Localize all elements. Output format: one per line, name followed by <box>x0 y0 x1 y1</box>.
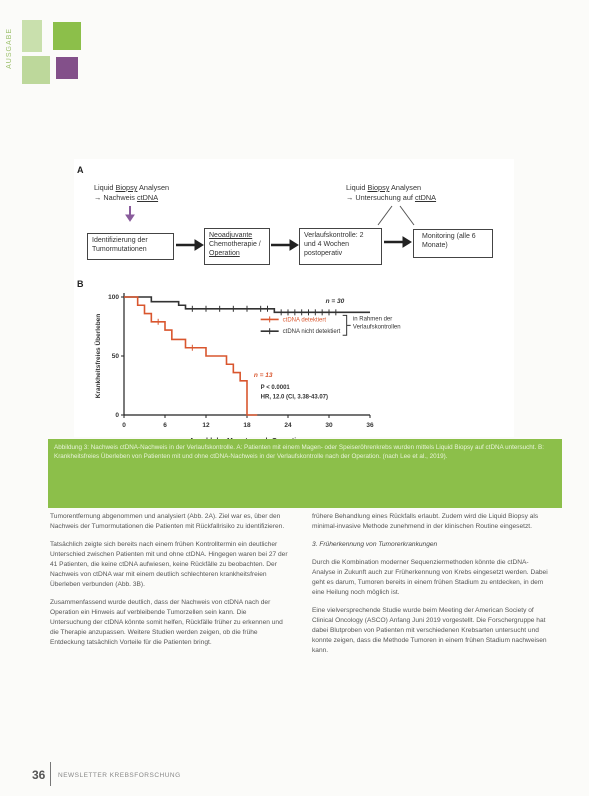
flow-arrow-2 <box>271 240 298 250</box>
left-top-line1: Liquid Biopsy Analysen <box>94 183 170 192</box>
header-square-green <box>53 22 81 50</box>
right-paragraph-3: Eine vielversprechende Studie wurde beim Meeting der American Society of Clinical Oncology (ASCO) Anfang Juni 2019 vorgestellt. Die Forschergruppe hat dabei Blutproben von Patienten mit verschiedenen Krebsarten untersucht und konnte zeigen, dass die Methode Tumoren in einem frühen Stadium nachweisen kann. <box>312 607 547 654</box>
x-tick-label: 24 <box>284 422 292 429</box>
header-square-light-2 <box>22 56 50 84</box>
n-red-label: n = 13 <box>253 372 273 380</box>
right-section-heading: 3. Früherkennung von Tumorerkrankungen <box>312 541 438 548</box>
x-tick-label: 12 <box>202 422 210 429</box>
down-arrows-right <box>378 206 414 225</box>
flow-arrow-1 <box>176 240 203 250</box>
box-monitoring: Monitoring (alle 6 Monate) <box>413 229 493 258</box>
page-number: 36 <box>32 768 46 782</box>
bracket-label-line1: in Rahmen der <box>352 316 393 323</box>
right-paragraph-2: Durch die Kombination moderner Sequenziermethoden könnte die ctDNA-Analyse in Zukunft auch zur Früherkennung von Krebs eingesetzt werden. Dabei geht es darum, Tumoren bereits in einem frühen Stadium zu entdecken, in dem eine Heilung noch möglich ist. <box>312 559 548 596</box>
right-paragraph-1: frühere Behandlung eines Rückfalls erlaubt. Zudem wird die Liquid Biopsy als minimal-invasive Methode zunehmend in der klinischen Routine eingesetzt. <box>312 513 539 530</box>
legend-label-red: ctDNA detektiert <box>282 317 327 324</box>
right-top-line1: Liquid Biopsy Analysen <box>346 183 422 192</box>
right-top-line2: → Untersuchung auf ctDNA <box>346 193 437 202</box>
p-value-label: P < 0.0001 <box>260 385 290 392</box>
right-column <box>312 512 550 664</box>
left-column <box>50 512 288 656</box>
footer-divider <box>50 762 51 786</box>
box-identifizierung: Identifizierung der Tumormutationen <box>87 233 174 260</box>
kaplan-meier-chart <box>74 267 514 437</box>
x-tick-label: 0 <box>122 422 126 429</box>
panel-b-letter: B <box>77 279 84 289</box>
n-black-label: n = 30 <box>325 297 345 305</box>
figure-caption <box>48 439 562 508</box>
left-top-line2: → Nachweis ctDNA <box>94 193 159 202</box>
x-tick-label: 6 <box>163 422 167 429</box>
y-tick-label: 50 <box>111 353 119 360</box>
x-tick-label: 36 <box>366 422 374 429</box>
left-paragraph-2: Tatsächlich zeigte sich bereits nach einem frühen Kontrolltermin ein deutlicher Unterschied zwischen Patienten mit und ohne ctDNA. Hingegen waren bei 27 der 41 Patienten, die keine ctDNA aufwiesen, keine Rückfälle zu beobachten. Der Nachweis von ctDNA war mit einem deutlich schlechteren krankheitsfreien Überleben verbunden (Abb. 3B). <box>50 541 288 588</box>
series-line-ctdna-positive <box>124 297 257 415</box>
x-tick-label: 18 <box>243 422 251 429</box>
y-tick-label: 100 <box>108 294 119 301</box>
caption-text: Abbildung 3: Nachweis ctDNA-Nachweis in der Verlaufskontrolle. A: Patienten mit einem Magen- oder Speiseröhrenkrebs wurden mittels Liquid Biopsy auf ctDNA untersucht. B: Krankheitsfreies Überleben von Patienten mit und ohne ctDNA-Nachweis in der Verlaufskontrolle nach der Operation. (nach Lee et al., 2019). <box>54 444 545 460</box>
section-tab: AUSGABE <box>6 28 13 69</box>
footer-title: NEWSLETTER KREBSFORSCHUNG <box>58 772 181 779</box>
box-verlaufskontrolle: Verlaufskontrolle: 2 und 4 Wochen postoperativ <box>299 228 382 265</box>
legend-bracket <box>343 315 351 335</box>
flow-arrow-3 <box>384 237 411 247</box>
panel-a-letter: A <box>77 165 84 175</box>
y-tick-label: 0 <box>115 412 119 419</box>
bracket-label-line2: Verlaufskontrollen <box>352 324 401 331</box>
x-tick-label: 30 <box>325 422 333 429</box>
down-arrow-left <box>126 206 134 221</box>
legend-label-black: ctDNA nicht detektiert <box>282 329 341 336</box>
y-axis-label: Krankheitsfreies Überleben <box>95 313 102 399</box>
left-paragraph-3: Zusammenfassend wurde deutlich, dass der Nachweis von ctDNA nach der Operation ein Hinweis auf verbleibende Tumorzellen sein kann. Die Untersuchung der ctDNA könnte somit helfen, Rückfälle früher zu erkennen und die Therapie anzupassen. Weitere Studien werden zeigen, ob die frühe Entdeckung tatsächlich Vorteile für die Patienten bringt. <box>50 599 283 646</box>
left-paragraph-1: Tumorentfernung abgenommen und analysiert (Abb. 2A). Ziel war es, über den Nachweis der Tumormutationen die Patienten mit Rückfallrisiko zu identifizieren. <box>50 513 285 530</box>
header-square-purple <box>56 57 78 79</box>
figure <box>74 159 514 437</box>
hazard-ratio-label: HR, 12.0 (CI, 3.38-43.07) <box>260 394 329 401</box>
box-neoadjuvant: Neoadjuvante Chemotherapie / Operation <box>204 228 270 265</box>
header-square-light-1 <box>22 20 42 52</box>
